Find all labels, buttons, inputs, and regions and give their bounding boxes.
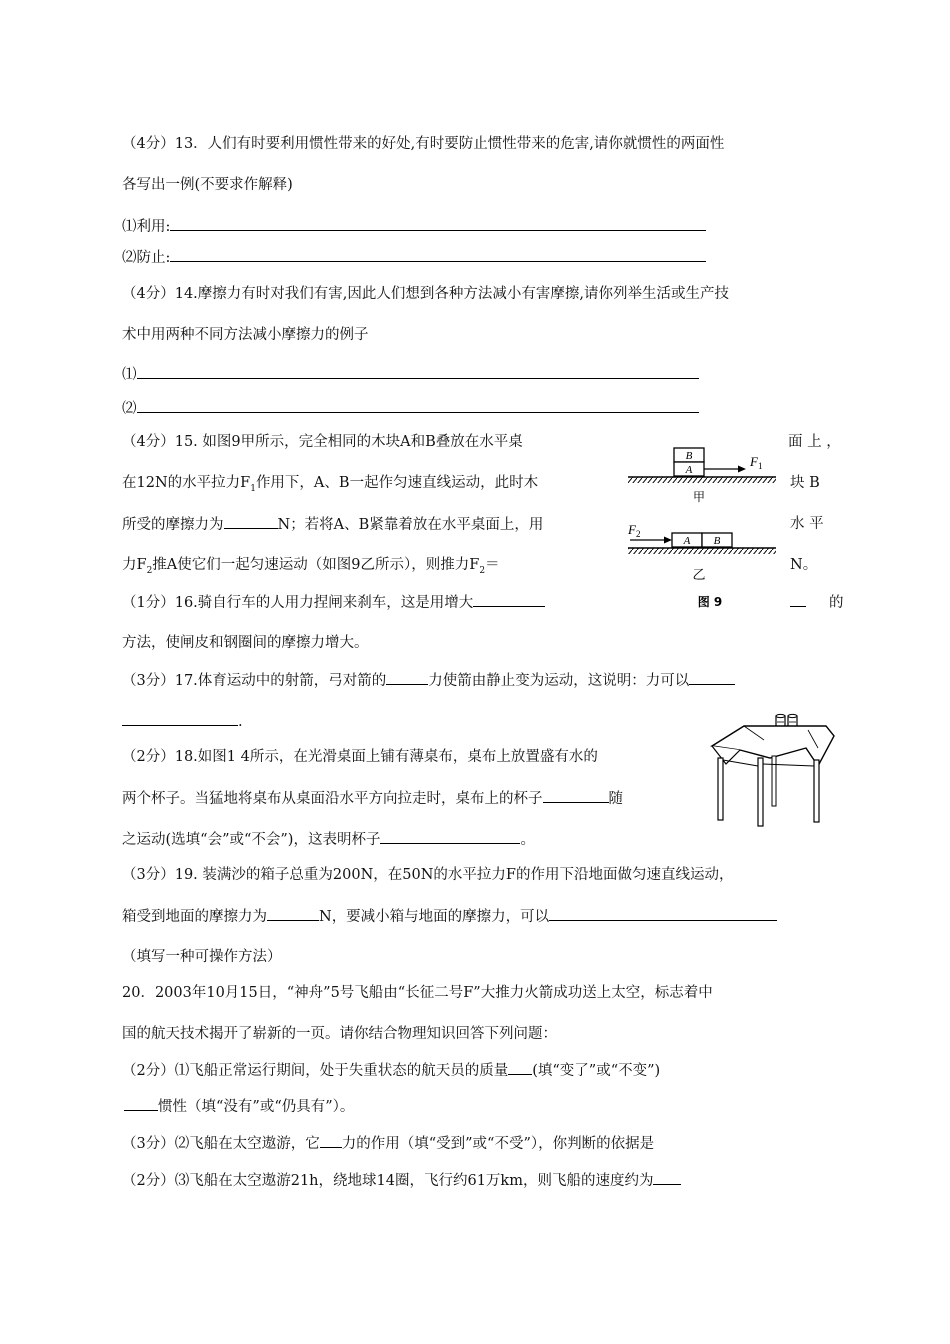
q13-use — [122, 216, 706, 237]
fig9-label-yi: 乙 — [692, 568, 706, 583]
q18-line3 — [122, 829, 535, 850]
q19-line3: （填写一种可操作方法） — [122, 949, 282, 965]
table-cloth-figure — [708, 708, 838, 828]
table-leg-right — [814, 760, 819, 822]
q20-part1-line2 — [124, 1096, 354, 1117]
q15-line4-b: 推A使它们一起匀速运动（如图9乙所示），则推力F — [152, 557, 480, 573]
fig9-label-a-side: A — [683, 535, 691, 547]
q15-line3-right: 水 平 — [790, 516, 824, 532]
q17-line1-a: （3分）17.体育运动中的射箭，弓对箭的 — [122, 673, 387, 689]
q14-item1-label: ⑴ — [122, 367, 137, 383]
q18-line2 — [122, 788, 623, 809]
q14-item2 — [122, 398, 699, 419]
q17-blank-line2[interactable] — [122, 711, 238, 726]
table-leg-back — [772, 756, 776, 806]
q15-line2-b: 作用下，A、B一起作匀速直线运动，此时木 — [255, 475, 539, 491]
q14-item1-blank[interactable] — [137, 364, 699, 379]
cup-right-rim — [788, 714, 797, 717]
q20-part1-line2-text: 惯性（填“没有”或“仍具有”）。 — [158, 1099, 355, 1115]
q18-line2-b: 随 — [608, 791, 623, 807]
q20-blank-force[interactable] — [320, 1133, 342, 1148]
q15-line3-a: 所受的摩擦力为 — [122, 517, 224, 533]
fig9-label-b-top: B — [685, 450, 693, 462]
q19-blank-friction[interactable] — [267, 906, 319, 921]
q13-prevent — [122, 247, 706, 268]
q19-line2 — [122, 906, 777, 927]
q19-line1: （3分）19. 装满沙的箱子总重为200N，在50N的水平拉力F的作用下沿地面做匀速直线运动， — [122, 867, 734, 883]
q15-line1: （4分）15. 如图9甲所示，完全相同的木块A和B叠放在水平桌 — [122, 434, 523, 450]
fig9-caption: 图 9 — [697, 595, 723, 609]
q20-line2: 国的航天技术揭开了崭新的一页。请你结合物理知识回答下列问题： — [122, 1026, 557, 1042]
q17-period: . — [238, 714, 243, 730]
q15-line2-right: 块 B — [790, 475, 820, 491]
q15-line4-sub: 2 — [146, 565, 153, 576]
q13-prevent-blank[interactable] — [170, 247, 706, 262]
q14-item1 — [122, 364, 699, 385]
q15-line4-a: 力F — [122, 557, 147, 573]
table-leg-front-middle — [758, 758, 763, 826]
q15-line2-a: 在12N的水平拉力F — [122, 475, 251, 491]
q18-line2-a: 两个杯子。当猛地将桌布从桌面沿水平方向拉走时，桌布上的杯子 — [122, 791, 543, 807]
q18-line3-b: 。 — [520, 832, 535, 848]
q15-line4-right: N。 — [790, 557, 818, 573]
q16-line2: 方法，使闸皮和钢圈间的摩擦力增大。 — [122, 635, 369, 651]
q20-line1: 20．2003年10月15日，“神舟”5号飞船由“长征二号F”大推力火箭成功送上太空，标志着中 — [122, 985, 713, 1001]
q16-blank-right[interactable] — [790, 592, 806, 607]
q16-line1-right — [790, 592, 844, 613]
q20-part1-b: (填“变了”或“不变”) — [532, 1063, 661, 1079]
fig9-label-jia: 甲 — [692, 490, 706, 504]
fig9-force1: $F_1$ — [750, 454, 763, 471]
q14-line2: 术中用两种不同方法减小摩擦力的例子 — [122, 327, 369, 343]
fig9-label-a-bottom: A — [685, 464, 693, 476]
q18-blank-move[interactable] — [543, 788, 609, 803]
q20-part2-a: （3分）⑵飞船在太空遨游，它 — [122, 1136, 320, 1152]
q15-line4-sub2: 2 — [479, 565, 486, 576]
q20-part3 — [122, 1170, 681, 1191]
q15-line3 — [122, 514, 543, 535]
fig9-arrowhead-f2 — [664, 537, 672, 544]
q18-blank-reason[interactable] — [380, 829, 520, 844]
q19-line2-b: N，要减小箱与地面的摩擦力，可以 — [319, 909, 550, 925]
q20-blank-inertia[interactable] — [124, 1096, 158, 1111]
q15-line3-b: N；若将A、B紧靠着放在水平桌面上，用 — [277, 517, 544, 533]
q13-use-label: ⑴利用: — [122, 219, 171, 235]
q20-part1-a: （2分）⑴飞船正常运行期间，处于失重状态的航天员的质量 — [122, 1063, 509, 1079]
q17-blank-can[interactable] — [689, 670, 735, 685]
figure-9 — [622, 442, 782, 614]
q17-line2 — [122, 711, 243, 732]
q16-line1 — [122, 592, 545, 613]
q16-line1-right-text: 的 — [829, 595, 844, 611]
cup-left-rim — [776, 714, 785, 717]
q15-line2-sub: 1 — [250, 483, 256, 494]
q20-part2 — [122, 1133, 654, 1154]
q13-use-blank[interactable] — [170, 216, 706, 231]
q18-line1: （2分）18.如图1 4所示，在光滑桌面上铺有薄桌布，桌布上放置盛有水的 — [122, 749, 598, 765]
q16-blank[interactable] — [473, 592, 545, 607]
fig9-arrowhead-f1 — [738, 466, 746, 473]
q19-line2-a: 箱受到地面的摩擦力为 — [122, 909, 267, 925]
q14-item2-blank[interactable] — [137, 398, 699, 413]
q15-line4-c: ＝ — [485, 557, 500, 573]
q15-line4 — [122, 555, 500, 581]
fig9-hatch-yi — [628, 548, 776, 554]
q15-friction-blank[interactable] — [224, 514, 278, 529]
q17-blank-force[interactable] — [386, 670, 428, 685]
q17-line1 — [122, 670, 735, 691]
q18-line3-a: 之运动(选填“会”或“不会”)，这表明杯子 — [122, 832, 381, 848]
q16-line1-text: （1分）16.骑自行车的人用力捏闸来刹车，这是用增大 — [122, 595, 474, 611]
q14-line1: （4分）14.摩擦力有时对我们有害,因此人们想到各种方法减小有害摩擦,请你列举生活或生产技 — [122, 286, 729, 302]
q14-item2-label: ⑵ — [122, 401, 137, 417]
q13-line2: 各写出一例(不要求作解释) — [122, 177, 293, 193]
q17-line1-b: 力使箭由静止变为运动，这说明：力可以 — [428, 673, 690, 689]
q20-blank-speed[interactable] — [653, 1170, 681, 1185]
fig9-force2: $F_2$ — [628, 522, 641, 539]
table-leg-front-left — [718, 758, 723, 820]
q20-part2-b: 力的作用（填“受到”或“不受”），你判断的依据是 — [341, 1136, 655, 1152]
fig9-label-b-side: B — [713, 535, 721, 547]
q20-part3-text: （2分）⑶飞船在太空遨游21h，绕地球14圈，飞行约61万km，则飞船的速度约为 — [122, 1173, 654, 1189]
fig9-hatch-jia — [628, 477, 776, 483]
q15-line1-right: 面 上 ， — [788, 434, 841, 450]
q15-line2 — [122, 473, 538, 499]
q13-line1: （4分）13．人们有时要利用惯性带来的好处,有时要防止惯性带来的危害,请你就惯性的两面性 — [122, 136, 725, 152]
q13-prevent-label: ⑵防止: — [122, 250, 171, 266]
q20-blank-mass[interactable] — [508, 1060, 532, 1075]
q20-part1 — [122, 1060, 660, 1081]
q19-blank-method[interactable] — [549, 906, 777, 921]
